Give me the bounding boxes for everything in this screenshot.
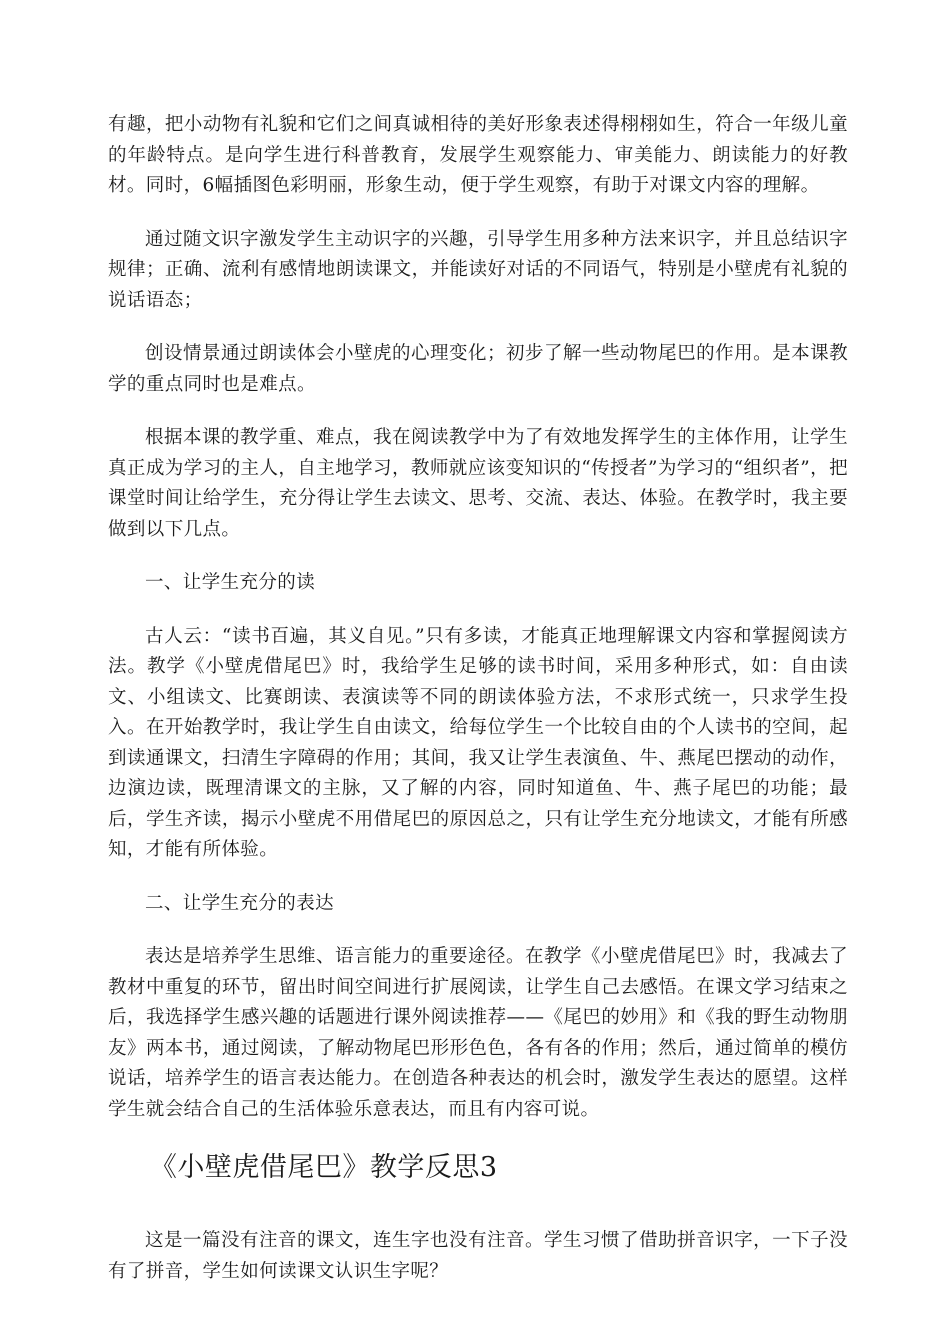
paragraph-teaching-approach: 根据本课的教学重、难点，我在阅读教学中为了有效地发挥学生的主体作用，让学生真正成为学习的主人，自主地学习，教师就应该变知识的“传授者”为学习的“组织者”，把课堂时间让给学生，充分得让学生去读文、思考、交流、表达、体验。在教学时，我主要做到以下几点。 [108,427,848,540]
document-page [108,110,848,1310]
heading-reading: 一、让学生充分的读 [145,572,316,593]
paragraph-key-points: 创设情景通过朗读体会小壁虎的心理变化；初步了解一些动物尾巴的作用。是本课教学的重点同时也是难点。 [108,343,848,395]
paragraph-reading: 古人云：“读书百遍，其义自见。”只有多读，才能真正地理解课文内容和掌握阅读方法。教学《小壁虎借尾巴》时，我给学生足够的读书时间，采用多种形式，如：自由读文、小组读文、比赛朗读、表演读等不同的朗读体验方法，不求形式统一，只求学生投入。在开始教学时，我让学生自由读文，给每位学生一个比较自由的个人读书的空间，起到读通课文，扫清生字障碍的作用；其间，我又让学生表演鱼、牛、燕尾巴摆动的动作，边演边读，既理清课文的主脉，又了解的内容，同时知道鱼、牛、燕子尾巴的功能；最后，学生齐读，揭示小壁虎不用借尾巴的原因总之，只有让学生充分地读文，才能有所感知，才能有所体验。 [108,625,848,860]
paragraph-reflection: 这是一篇没有注音的课文，连生字也没有注音。学生习惯了借助拼音识字，一下子没有了拼音，学生如何读课文认识生字呢？ [108,1230,848,1282]
section-title: 《小壁虎借尾巴》教学反思3 [149,1152,498,1183]
paragraph-literacy-goals: 通过随文识字激发学生主动识字的兴趣，引导学生用多种方法来识字，并且总结识字规律；正确、流利有感情地朗读课文，并能读好对话的不同语气，特别是小壁虎有礼貌的说话语态； [108,228,848,311]
paragraph-expression: 表达是培养学生思维、语言能力的重要途径。在教学《小壁虎借尾巴》时，我减去了教材中重复的环节，留出时间空间进行扩展阅读，让学生自己去感悟。在课文学习结束之后，我选择学生感兴趣的话题进行课外阅读推荐——《尾巴的妙用》和《我的野生动物朋友》两本书，通过阅读，了解动物尾巴形形色色，各有各的作用；然后，通过简单的模仿说话，培养学生的语言表达能力。在创造各种表达的机会时，激发学生表达的愿望。这样学生就会结合自己的生活体验乐意表达，而且有内容可说。 [108,946,848,1120]
paragraph-intro-continued: 有趣，把小动物有礼貌和它们之间真诚相待的美好形象表述得栩栩如生，符合一年级儿童的年龄特点。是向学生进行科普教育，发展学生观察能力、审美能力、朗读能力的好教材。同时，6幅插图色彩明丽，形象生动，便于学生观察，有助于对课文内容的理解。 [108,114,848,196]
heading-expression: 二、让学生充分的表达 [145,892,335,914]
